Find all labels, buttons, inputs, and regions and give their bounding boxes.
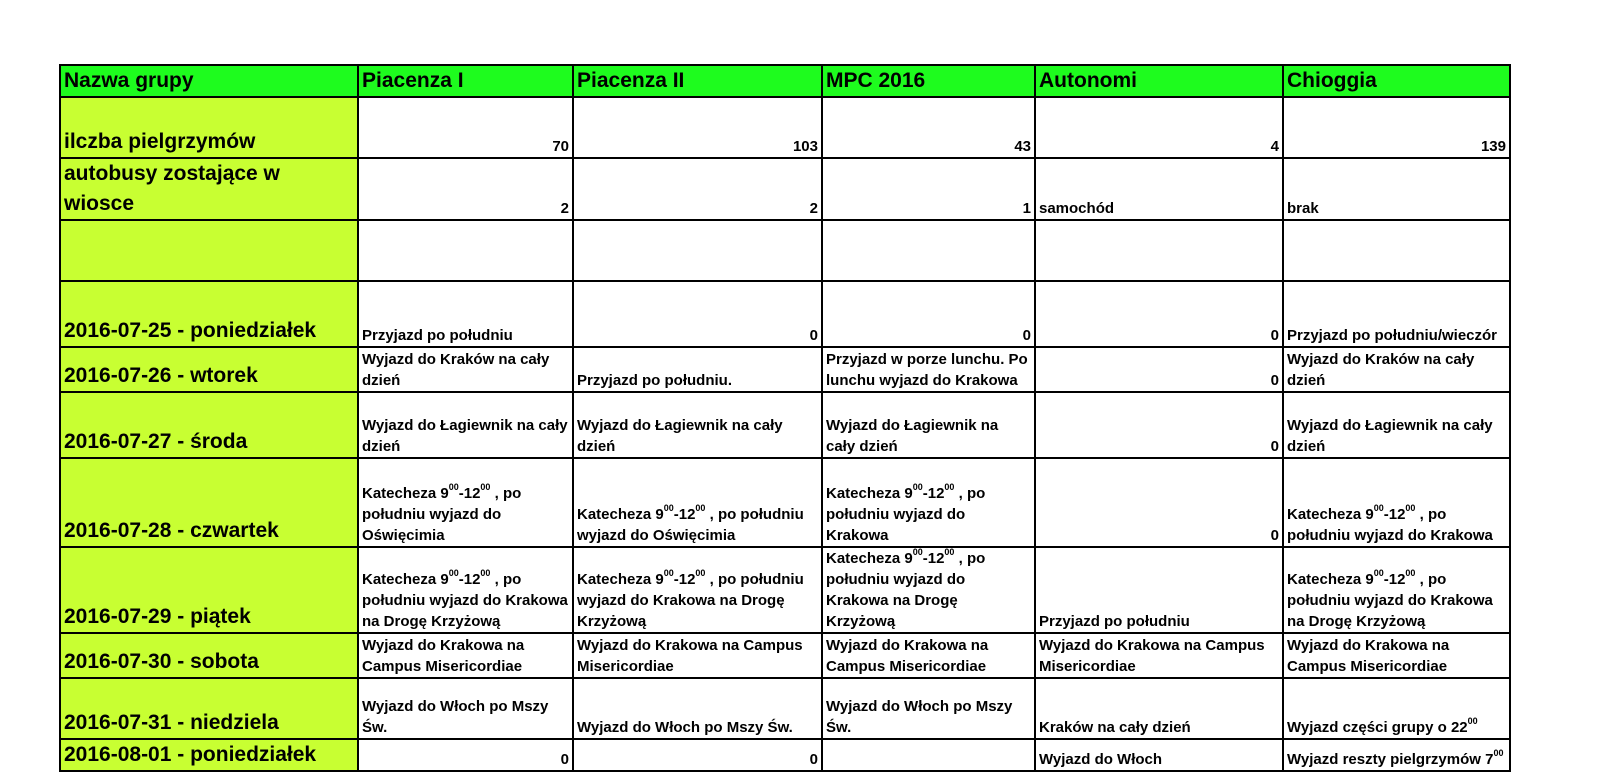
table-cell	[1283, 220, 1510, 281]
time-superscript: 00	[1467, 716, 1478, 726]
table-cell: Wyjazd do Łagiewnik na cały dzień	[822, 392, 1035, 458]
cell-text: Wyjazd części grupy o 22	[1287, 719, 1468, 736]
time-superscript: 00	[663, 568, 674, 578]
cell-text: Katecheza 9	[362, 571, 449, 588]
time-superscript: 00	[695, 568, 706, 578]
cell-text: Katecheza 9	[826, 485, 913, 502]
table-cell: 0	[573, 281, 822, 347]
table-cell	[358, 458, 573, 547]
table-cell	[822, 739, 1035, 771]
header-label: Nazwa grupy	[60, 65, 358, 97]
table-cell: Wyjazd do Włoch	[1035, 739, 1283, 771]
time-superscript: 00	[944, 547, 955, 557]
cell-text: -12	[458, 571, 481, 588]
time-superscript: 00	[480, 568, 491, 578]
table-cell: 0	[573, 739, 822, 771]
table-cell: 70	[358, 97, 573, 158]
table-cell: 0	[1035, 458, 1283, 547]
time-superscript: 00	[912, 482, 923, 492]
table-row	[60, 158, 1510, 220]
cell-text: , po południu wyjazd do Krakowa na Drogę Krzyżową	[1287, 571, 1493, 630]
cell-text: -12	[458, 485, 481, 502]
time-superscript: 00	[1405, 503, 1416, 513]
table-cell: Przyjazd po południu.	[573, 347, 822, 392]
time-superscript: 00	[448, 482, 459, 492]
table-row	[60, 633, 1510, 678]
table-cell	[573, 458, 822, 547]
schedule-table	[59, 64, 1511, 772]
row-label: 2016-07-31 - niedziela	[60, 678, 358, 739]
row-label: 2016-07-25 - poniedziałek	[60, 281, 358, 347]
table-cell: Wyjazd do Włoch po Mszy Św.	[573, 678, 822, 739]
table-cell: Wyjazd do Krakowa na Campus Misericordiae	[1035, 633, 1283, 678]
table-cell: Przyjazd po południu	[358, 281, 573, 347]
header-group-piacenza-2: Piacenza II	[573, 65, 822, 97]
table-cell: 0	[358, 739, 573, 771]
table-cell: 0	[1035, 281, 1283, 347]
table-cell: Kraków na cały dzień	[1035, 678, 1283, 739]
cell-text: , po południu wyjazd do Oświęcimia	[577, 506, 804, 544]
cell-text: , po południu wyjazd do Krakowa	[826, 485, 986, 544]
header-group-mpc-2016: MPC 2016	[822, 65, 1035, 97]
table-cell	[1283, 547, 1510, 633]
table-cell: 43	[822, 97, 1035, 158]
table-cell: Wyjazd do Włoch po Mszy Św.	[358, 678, 573, 739]
cell-text: , po południu wyjazd do Krakowa	[1287, 506, 1493, 544]
table-cell: brak	[1283, 158, 1510, 220]
table-cell	[822, 547, 1035, 633]
row-label: 2016-07-28 - czwartek	[60, 458, 358, 547]
table-cell: Wyjazd do Krakowa na Campus Misericordiae	[358, 633, 573, 678]
table-cell: 2	[573, 158, 822, 220]
cell-text: , po południu wyjazd do Krakowa na Drogę Krzyżową	[362, 571, 568, 630]
time-superscript: 00	[1373, 568, 1384, 578]
table-row	[60, 458, 1510, 547]
table-cell: Wyjazd do Kraków na cały dzień	[358, 347, 573, 392]
table-cell: 2	[358, 158, 573, 220]
table-cell: 103	[573, 97, 822, 158]
header-group-piacenza-1: Piacenza I	[358, 65, 573, 97]
table-cell: Wyjazd do Włoch po Mszy Św.	[822, 678, 1035, 739]
table-cell: Wyjazd do Łagiewnik na cały dzień	[573, 392, 822, 458]
cell-text: Katecheza 9	[577, 571, 664, 588]
table-cell: Wyjazd do Łagiewnik na cały dzień	[358, 392, 573, 458]
row-label: 2016-07-30 - sobota	[60, 633, 358, 678]
time-superscript: 00	[695, 503, 706, 513]
time-superscript: 00	[1493, 748, 1504, 758]
cell-text: Katecheza 9	[826, 550, 913, 567]
table-cell: Przyjazd po południu/wieczór	[1283, 281, 1510, 347]
table-row	[60, 281, 1510, 347]
cell-text: Katecheza 9	[577, 506, 664, 523]
time-superscript: 00	[448, 568, 459, 578]
row-label	[60, 220, 358, 281]
table-cell: Przyjazd po południu	[1035, 547, 1283, 633]
header-row	[60, 65, 1510, 97]
table-cell	[1283, 739, 1510, 771]
cell-text: -12	[1383, 571, 1406, 588]
table-cell: 139	[1283, 97, 1510, 158]
table-cell	[1035, 220, 1283, 281]
cell-text: , po południu wyjazd do Oświęcimia	[362, 485, 522, 544]
cell-text: -12	[673, 506, 696, 523]
cell-text: , po południu wyjazd do Krakowa na Drogę Krzyżową	[577, 571, 804, 630]
header-group-autonomi: Autonomi	[1035, 65, 1283, 97]
table-cell	[573, 220, 822, 281]
table-cell: Wyjazd do Krakowa na Campus Misericordiae	[822, 633, 1035, 678]
table-cell: 1	[822, 158, 1035, 220]
cell-text: , po południu wyjazd do Krakowa na Drogę Krzyżową	[826, 550, 986, 630]
time-superscript: 00	[663, 503, 674, 513]
table-cell	[358, 547, 573, 633]
cell-text: -12	[922, 485, 945, 502]
cell-text: -12	[673, 571, 696, 588]
header-group-chioggia: Chioggia	[1283, 65, 1510, 97]
table-cell: 0	[1035, 347, 1283, 392]
time-superscript: 00	[944, 482, 955, 492]
table-row	[60, 97, 1510, 158]
cell-text: Katecheza 9	[1287, 506, 1374, 523]
cell-text: -12	[1383, 506, 1406, 523]
table-cell	[822, 458, 1035, 547]
time-superscript: 00	[1373, 503, 1384, 513]
row-label: ilczba pielgrzymów	[60, 97, 358, 158]
table-row	[60, 739, 1510, 771]
table-cell: 0	[822, 281, 1035, 347]
time-superscript: 00	[480, 482, 491, 492]
table-cell	[1283, 678, 1510, 739]
table-cell: 4	[1035, 97, 1283, 158]
table-cell: Przyjazd w porze lunchu. Po lunchu wyjazd do Krakowa	[822, 347, 1035, 392]
table-cell: Wyjazd do Łagiewnik na cały dzień	[1283, 392, 1510, 458]
time-superscript: 00	[1405, 568, 1416, 578]
table-cell: samochód	[1035, 158, 1283, 220]
row-label: 2016-08-01 - poniedziałek	[60, 739, 358, 771]
time-superscript: 00	[912, 547, 923, 557]
table-cell	[822, 220, 1035, 281]
cell-text: Katecheza 9	[362, 485, 449, 502]
table-cell	[1283, 458, 1510, 547]
table-cell: Wyjazd do Krakowa na Campus Misericordiae	[573, 633, 822, 678]
table-cell: Wyjazd do Krakowa na Campus Misericordiae	[1283, 633, 1510, 678]
cell-text: -12	[922, 550, 945, 567]
table-row	[60, 220, 1510, 281]
table-row	[60, 547, 1510, 633]
row-label: autobusy zostające w wiosce	[60, 158, 358, 220]
table-cell: Wyjazd do Kraków na cały dzień	[1283, 347, 1510, 392]
cell-text: Katecheza 9	[1287, 571, 1374, 588]
table-row	[60, 392, 1510, 458]
table-row	[60, 678, 1510, 739]
row-label: 2016-07-26 - wtorek	[60, 347, 358, 392]
row-label: 2016-07-27 - środa	[60, 392, 358, 458]
row-label: 2016-07-29 - piątek	[60, 547, 358, 633]
table-cell	[573, 547, 822, 633]
table-cell: 0	[1035, 392, 1283, 458]
cell-text: Wyjazd reszty pielgrzymów 7	[1287, 751, 1494, 768]
table-row	[60, 347, 1510, 392]
table-cell	[358, 220, 573, 281]
